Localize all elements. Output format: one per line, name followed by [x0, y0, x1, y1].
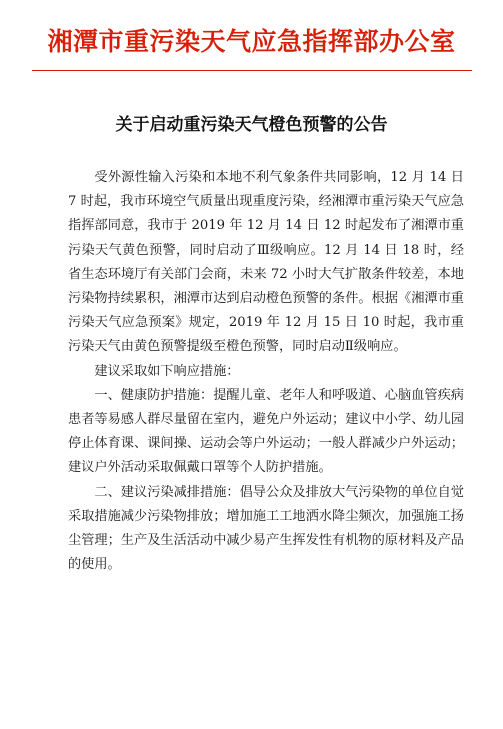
issuing-office-header: 湘潭市重污染天气应急指挥部办公室 [47, 27, 456, 56]
document-body [68, 166, 464, 577]
header-red-rule [32, 70, 472, 71]
paragraph-health-measures: 一、健康防护措施：提醒儿童、老年人和呼吸道、心脑血管疾病患者等易感人群尽量留在室内，避免户外运动；建议中小学、幼儿园停止体育课、课间操、运动会等户外运动；一般人群减少户外运动；建议户外活动采取佩戴口罩等个人防护措施。 [68, 387, 464, 476]
paragraph-emission-measures: 二、建议污染减排措施：倡导公众及排放大气污染物的单位自觉采取措施减少污染物排放；增加施工工地洒水降尘频次，加强施工扬尘管理；生产及生活活动中减少易产生挥发性有机物的原材料及产品的使用。 [68, 484, 464, 573]
paragraph-measures-intro: 建议采取如下响应措施： [94, 363, 240, 379]
document-title: 关于启动重污染天气橙色预警的公告 [115, 115, 388, 135]
paragraph-background: 受外源性输入污染和本地不利气象条件共同影响，12 月 14 日 7 时起，我市环境空气质量出现重度污染，经湘潭市重污染天气应急指挥部同意，我市于 2019 年 12 月 14 日 12 时起发布了湘潭市重污染天气黄色预警，同时启动了Ⅲ级响应。12 月 14 日 18 时，经省生态环境厅有关部门会商，未来 72 小时大气扩散条件较差，本地污染物持续累积，湘潭市达到启动橙色预警的条件。根据《湘潭市重污染天气应急预案》规定，2019 年 12 月 15 日 10 时起，我市重污染天气由黄色预警提级至橙色预警，同时启动Ⅱ级响应。 [68, 170, 464, 355]
